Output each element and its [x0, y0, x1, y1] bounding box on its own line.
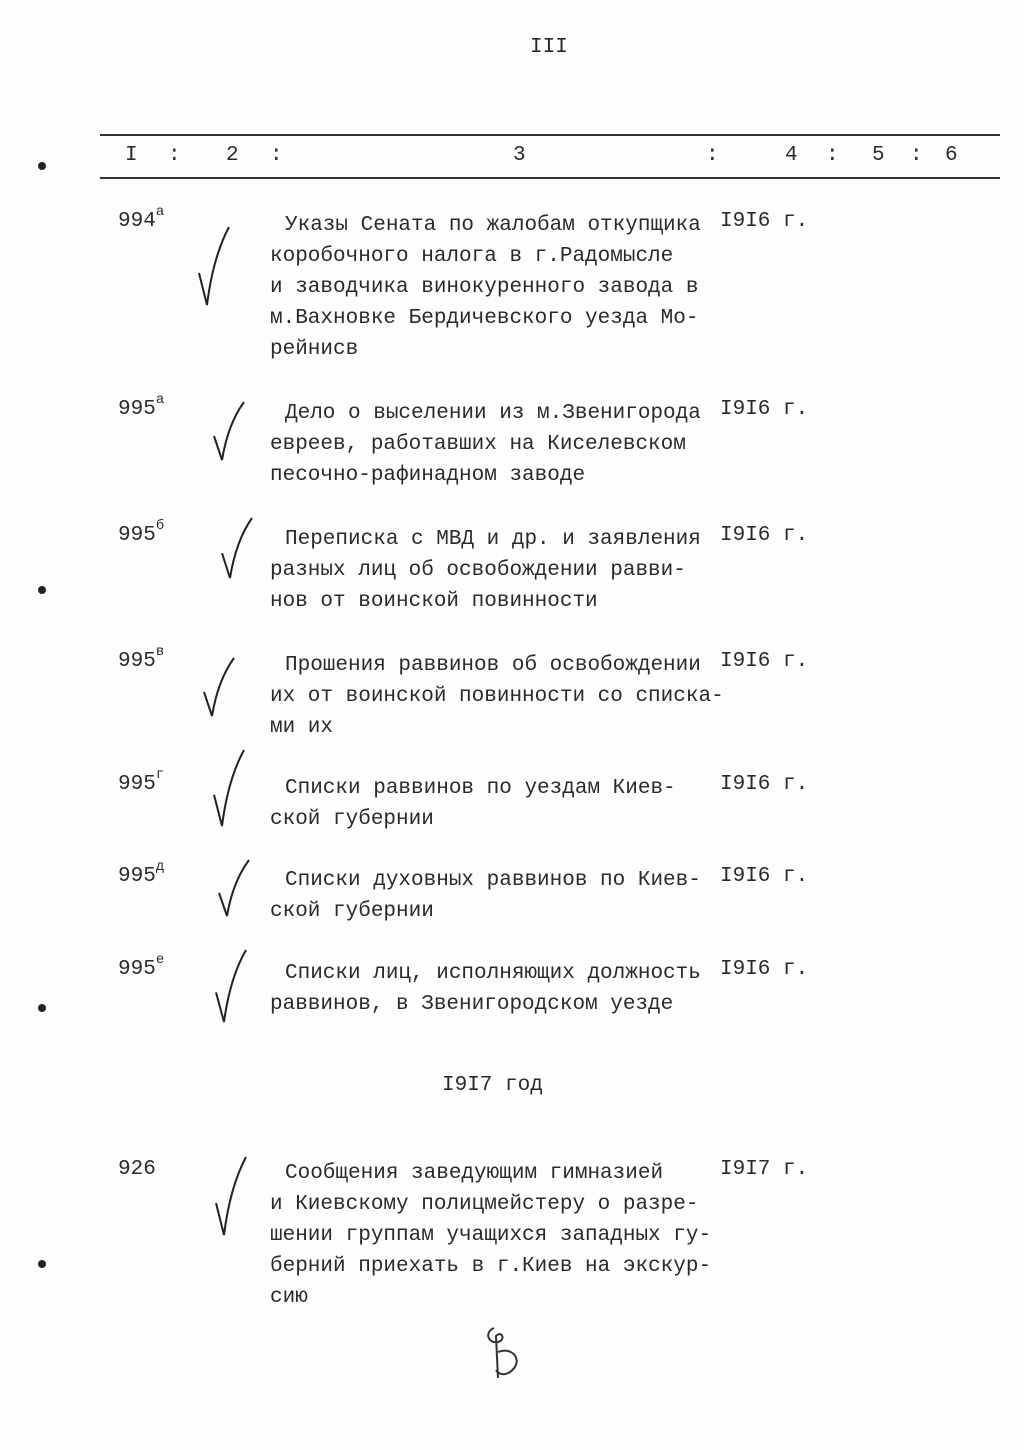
col-4: 4 [785, 144, 798, 167]
checkmark-icon [210, 400, 250, 464]
description-line: ской губернии [270, 808, 434, 831]
checkmark-icon [212, 948, 252, 1026]
checkmark-icon [215, 858, 255, 920]
description-line: и Киевскому полицмейстеру о разре- [270, 1193, 699, 1216]
entry-year: I9I6 г. [720, 650, 809, 673]
entry-description [270, 210, 701, 365]
binder-hole [38, 1260, 46, 1268]
entry-description [270, 958, 701, 1020]
entry-number: $995^в$ [118, 644, 165, 673]
header-rule-bottom [100, 177, 1000, 179]
description-line: шении группам учащихся западных гу- [270, 1224, 712, 1247]
entry-year: I9I6 г. [720, 865, 809, 888]
description-line: и заводчика винокуренного завода в [270, 276, 699, 299]
entry-description [270, 524, 701, 617]
entry-number: $994^а$ [118, 204, 165, 233]
col-sep: : [910, 144, 923, 167]
col-2: 2 [226, 144, 239, 167]
col-1: I [125, 144, 138, 167]
col-sep: : [270, 144, 283, 167]
entry-year: I9I6 г. [720, 773, 809, 796]
entry-year: I9I6 г. [720, 524, 809, 547]
entry-year: I9I6 г. [720, 210, 809, 233]
checkmark-icon [212, 1155, 252, 1239]
description-line: ской губернии [270, 900, 434, 923]
binder-hole [38, 1004, 46, 1012]
header-rule-top [100, 134, 1000, 136]
description-line: разных лиц об освобождении равви- [270, 559, 686, 582]
entry-number: $995^б$ [118, 518, 165, 547]
description-line: Прошения раввинов об освобождении [285, 654, 701, 677]
entry-number: $995^е$ [118, 952, 165, 981]
entry-description [270, 865, 701, 927]
description-line: рейнисв [270, 338, 359, 361]
description-line: Переписка с МВД и др. и заявления [285, 528, 701, 551]
description-line: Дело о выселении из м.Звенигорода [285, 402, 701, 425]
description-line: раввинов, в Звенигородском уезде [270, 993, 674, 1016]
description-line: Списки духовных раввинов по Киев- [285, 869, 701, 892]
description-line: берний приехать в г.Киев на экскур- [270, 1255, 712, 1278]
col-sep: : [826, 144, 839, 167]
checkmark-icon [200, 656, 240, 720]
description-line: Списки лиц, исполняющих должность [285, 962, 701, 985]
binder-hole [38, 162, 46, 170]
entry-year: I9I6 г. [720, 398, 809, 421]
entry-description [270, 773, 676, 835]
section-heading-1917: I9I7 год [442, 1074, 543, 1097]
col-sep: : [168, 144, 181, 167]
page-number: III [530, 36, 568, 59]
entry-description [270, 1158, 711, 1313]
entry-year: I9I7 г. [720, 1158, 809, 1181]
description-line: Указы Сената по жалобам откупщика [285, 214, 701, 237]
description-line: Сообщения заведующим гимназией [285, 1162, 664, 1185]
entry-number: $995^г$ [118, 767, 165, 796]
checkmark-icon [218, 516, 258, 582]
entry-number: $995^а$ [118, 392, 165, 421]
description-line: нов от воинской повинности [270, 590, 598, 613]
description-line: песочно-рафинадном заводе [270, 464, 586, 487]
entry-year: I9I6 г. [720, 958, 809, 981]
entry-description [270, 650, 724, 743]
description-line: Списки раввинов по уездам Киев- [285, 777, 676, 800]
col-5: 5 [872, 144, 885, 167]
checkmark-icon [210, 748, 250, 830]
binder-hole [38, 586, 46, 594]
entry-number: 926 [118, 1158, 156, 1181]
description-line: коробочного налога в г.Радомысле [270, 245, 674, 268]
col-sep: : [706, 144, 719, 167]
description-line: ми их [270, 716, 334, 739]
description-line: м.Вахновке Бердичевского уезда Мо- [270, 307, 699, 330]
description-line: их от воинской повинности со списка- [270, 685, 724, 708]
entry-number: $995^д$ [118, 859, 165, 888]
signature-mark [480, 1322, 530, 1382]
col-6: 6 [945, 144, 958, 167]
checkmark-icon [195, 225, 235, 309]
description-line: евреев, работавших на Киселевском [270, 433, 686, 456]
entry-description [270, 398, 701, 491]
col-3: 3 [513, 144, 526, 167]
description-line: сию [270, 1286, 308, 1309]
